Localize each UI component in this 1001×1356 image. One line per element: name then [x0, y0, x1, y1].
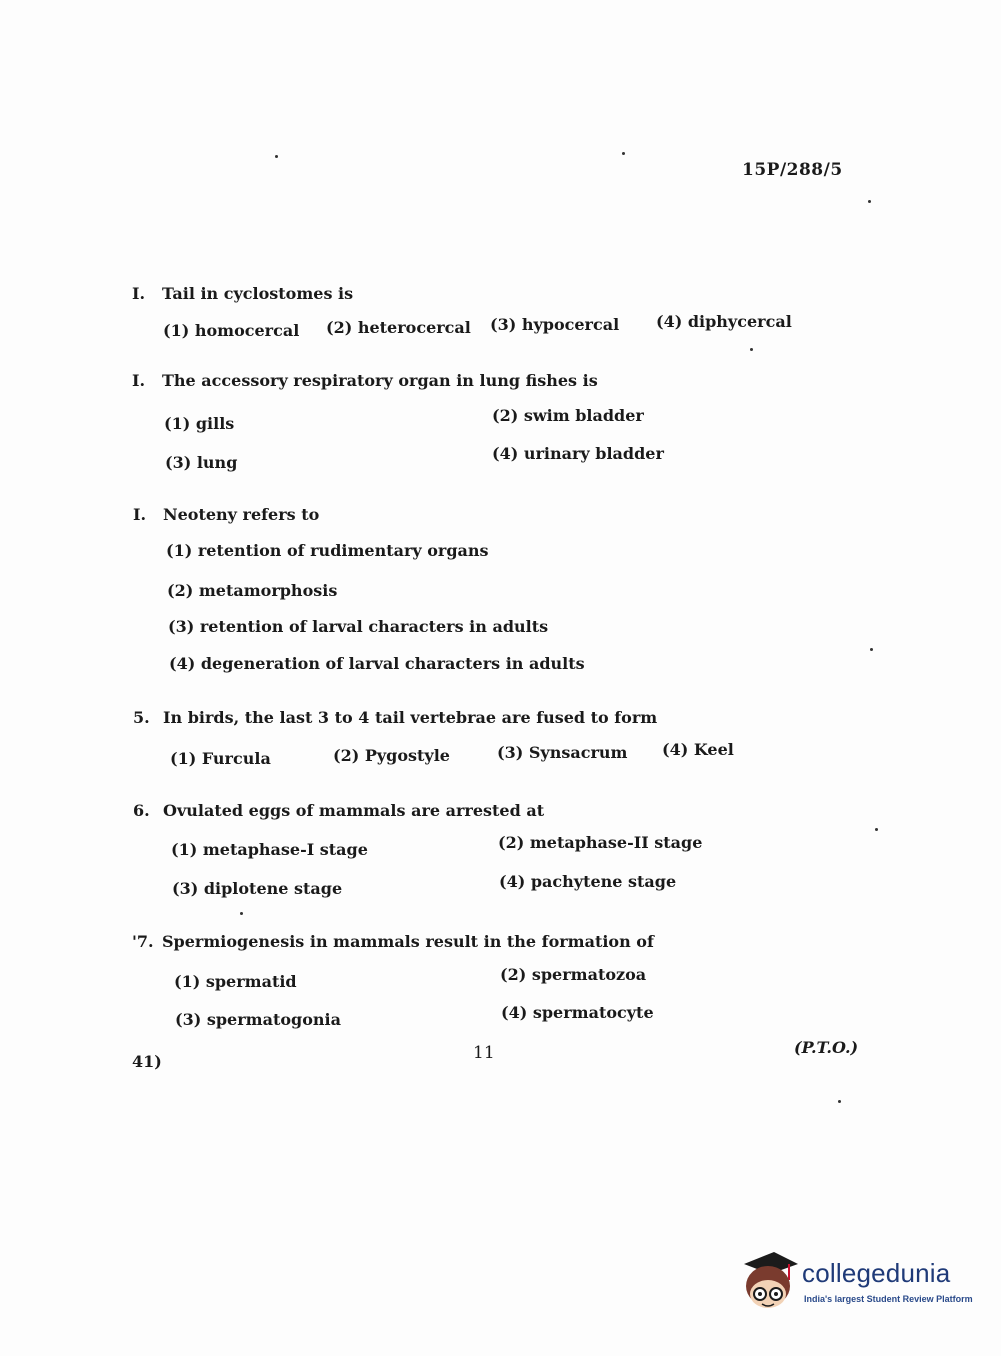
- footer-left-mark: 41): [132, 1052, 162, 1071]
- scan-speck: [868, 200, 871, 203]
- question-5: [133, 708, 657, 727]
- question-number: '7.: [132, 932, 154, 951]
- pto-label: (P.T.O.): [794, 1038, 859, 1057]
- scan-speck: [750, 348, 753, 351]
- option-1: (1) retention of rudimentary organs: [166, 541, 489, 560]
- option-3: (3) retention of larval characters in adults: [168, 617, 549, 636]
- option-1: (1) gills: [164, 414, 235, 433]
- scan-speck: [870, 648, 873, 651]
- question-7: [132, 932, 654, 951]
- question-number: I.: [132, 284, 146, 303]
- paper-code: 15P/288/5: [742, 160, 843, 180]
- option-4: (4) spermatocyte: [501, 1003, 654, 1022]
- option-4: (4) degeneration of larval characters in adults: [169, 654, 585, 673]
- option-3: (3) lung: [165, 453, 238, 472]
- scan-speck: [875, 828, 878, 831]
- option-1: (1) spermatid: [174, 972, 297, 991]
- question-text: Tail in cyclostomes is: [162, 284, 354, 303]
- option-4: (4) diphycercal: [656, 312, 792, 331]
- option-3: (3) Synsacrum: [497, 743, 628, 762]
- question-number: I.: [133, 505, 147, 524]
- brand-name: collegedunia: [802, 1258, 951, 1288]
- option-1: (1) homocercal: [163, 321, 300, 340]
- collegedunia-logo: [740, 1250, 973, 1320]
- option-1: (1) metaphase-I stage: [171, 840, 368, 859]
- mascot-icon: [740, 1250, 800, 1314]
- question-number: 5.: [133, 708, 150, 727]
- option-2: (2) metamorphosis: [167, 581, 338, 600]
- question-text: Neoteny refers to: [163, 505, 320, 524]
- option-3: (3) hypocercal: [490, 315, 620, 334]
- option-3: (3) spermatogonia: [175, 1010, 341, 1029]
- question-number: I.: [132, 371, 146, 390]
- page-number: 11: [473, 1043, 495, 1063]
- brand-tagline: India's largest Student Review Platform: [804, 1294, 973, 1304]
- option-4: (4) urinary bladder: [492, 444, 664, 463]
- option-2: (2) swim bladder: [492, 406, 644, 425]
- question-text: In birds, the last 3 to 4 tail vertebrae are fused to form: [163, 708, 658, 727]
- question-text: The accessory respiratory organ in lung fishes is: [162, 371, 598, 390]
- option-2: (2) spermatozoa: [500, 965, 647, 984]
- option-4: (4) Keel: [662, 740, 734, 759]
- question-2: [132, 371, 598, 390]
- option-2: (2) metaphase-II stage: [498, 833, 703, 852]
- option-2: (2) Pygostyle: [333, 746, 450, 765]
- question-text: Spermiogenesis in mammals result in the formation of: [162, 932, 654, 951]
- option-2: (2) heterocercal: [326, 318, 471, 337]
- scan-speck: [275, 155, 278, 158]
- scan-speck: [838, 1100, 841, 1103]
- scan-speck: [622, 152, 625, 155]
- option-3: (3) diplotene stage: [172, 879, 343, 898]
- question-6: [133, 801, 544, 820]
- question-1: [132, 284, 353, 303]
- question-number: 6.: [133, 801, 150, 820]
- option-4: (4) pachytene stage: [499, 872, 677, 891]
- question-text: Ovulated eggs of mammals are arrested at: [163, 801, 545, 820]
- scan-speck: [240, 912, 243, 915]
- question-3: [133, 505, 319, 524]
- option-1: (1) Furcula: [170, 749, 271, 768]
